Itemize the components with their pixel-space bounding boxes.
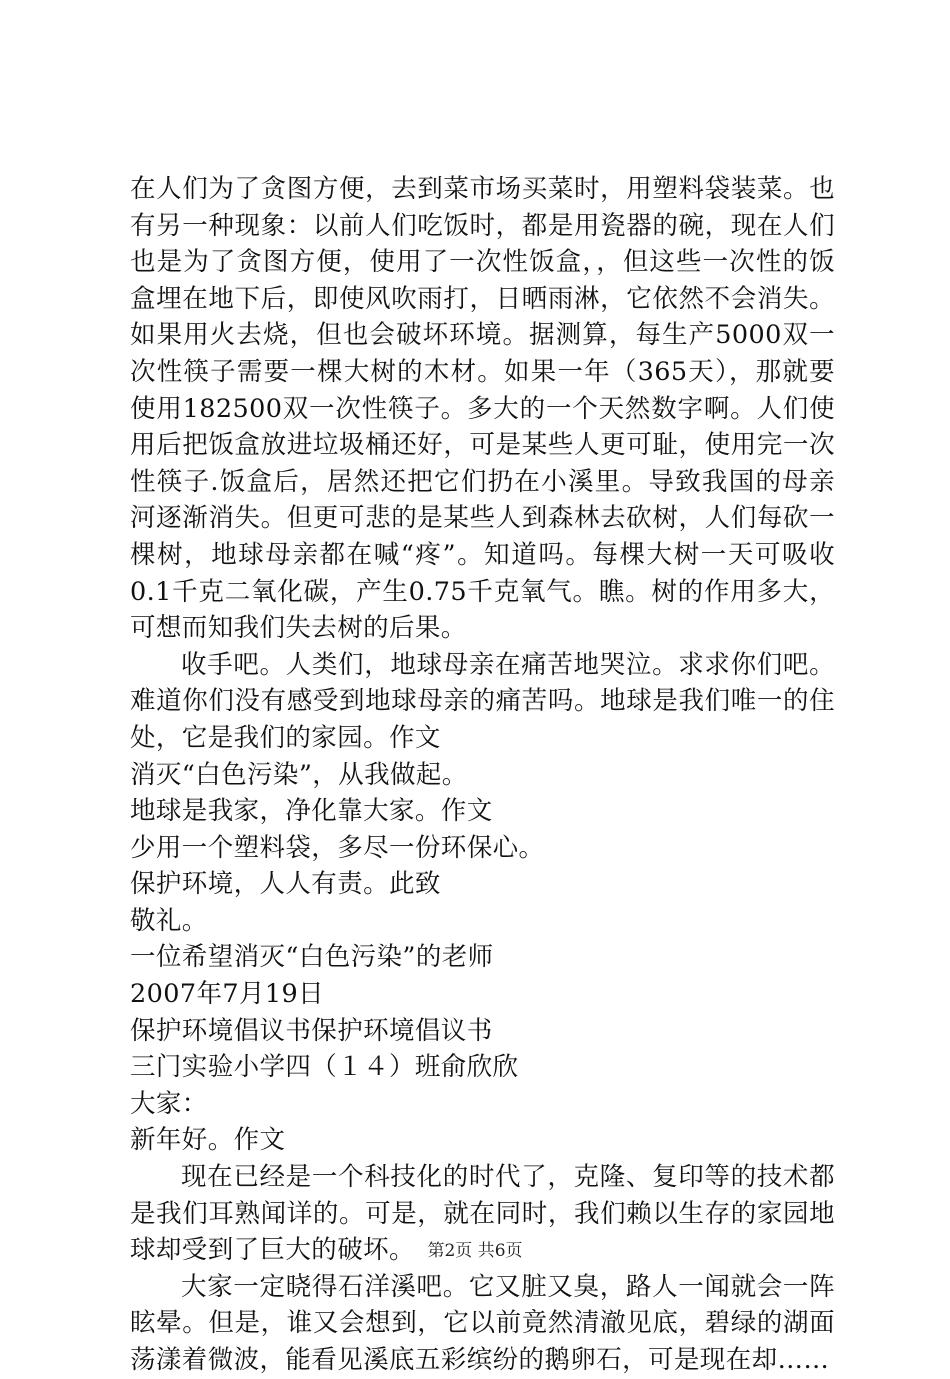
slogan-line: 保护环境，人人有责。此致 <box>130 869 441 900</box>
signature: 一位希望消灭“白色污染”的老师 <box>130 942 494 973</box>
paragraph-shiyang-stream: 大家一定晓得石洋溪吧。它又脏又臭，路人一闻就会一阵眩晕。但是，谁又会想到，它以前竟然清澈见底，碧绿的湖面荡漾着微波，能看见溪底五彩缤纷的鹅卵石，可是现在却…… <box>130 1271 835 1375</box>
paragraph-plea: 收手吧。人类们，地球母亲在痛苦地哭泣。求求你们吧。难道你们没有感受到地球母亲的痛苦吗。地球是我们唯一的住处，它是我们的家园。作文 <box>130 649 835 753</box>
letter-date: 2007年7月19日 <box>130 979 325 1010</box>
document-body <box>130 171 835 1379</box>
slogan-line: 地球是我家，净化靠大家。作文 <box>130 796 493 827</box>
author-line: 三门实验小学四（１４）班俞欣欣 <box>130 1052 519 1083</box>
section-title: 保护环境倡议书保护环境倡议书 <box>130 1015 493 1046</box>
paragraph-technology: 现在已经是一个科技化的时代了，克隆、复印等的技术都是我们耳熟闻详的。可是，就在同时，我们赖以生存的家园地球却受到了巨大的破坏。 <box>130 1162 835 1266</box>
salutation: 敬礼。 <box>130 905 208 936</box>
new-year-line: 新年好。作文 <box>130 1125 286 1156</box>
greeting: 大家： <box>130 1088 208 1119</box>
slogan-line: 少用一个塑料袋，多尽一份环保心。 <box>130 832 545 863</box>
page-footer: 第2页 共6页 <box>427 1241 523 1261</box>
paragraph-pollution-facts: 在人们为了贪图方便，去到菜市场买菜时，用塑料袋装菜。也有另一种现象：以前人们吃饭时，都是用瓷器的碗，现在人们也是为了贪图方便，使用了一次性饭盒，，但这些一次性的饭盒埋在地下后，即使风吹雨打，日晒雨淋，它依然不会消失。如果用火去烧，但也会破坏环境。据测算，每生产5000双一次性筷子需要一棵大树的木材。如果一年（365天），那就要使用182500双一次性筷子。多大的一个天然数字啊。人们使用后把饭盒放进垃圾桶还好，可是某些人更可耻，使用完一次性筷子.饭盒后，居然还把它们扔在小溪里。导致我国的母亲河逐渐消失。但更可悲的是某些人到森林去砍树，人们每砍一棵树，地球母亲都在喊“疼”。知道吗。每棵大树一天可吸收0.1千克二氧化碳，产生0.75千克氧气。瞧。树的作用多大，可想而知我们失去树的后果。 <box>130 174 835 644</box>
slogan-line: 消灭“白色污染”，从我做起。 <box>130 759 468 790</box>
